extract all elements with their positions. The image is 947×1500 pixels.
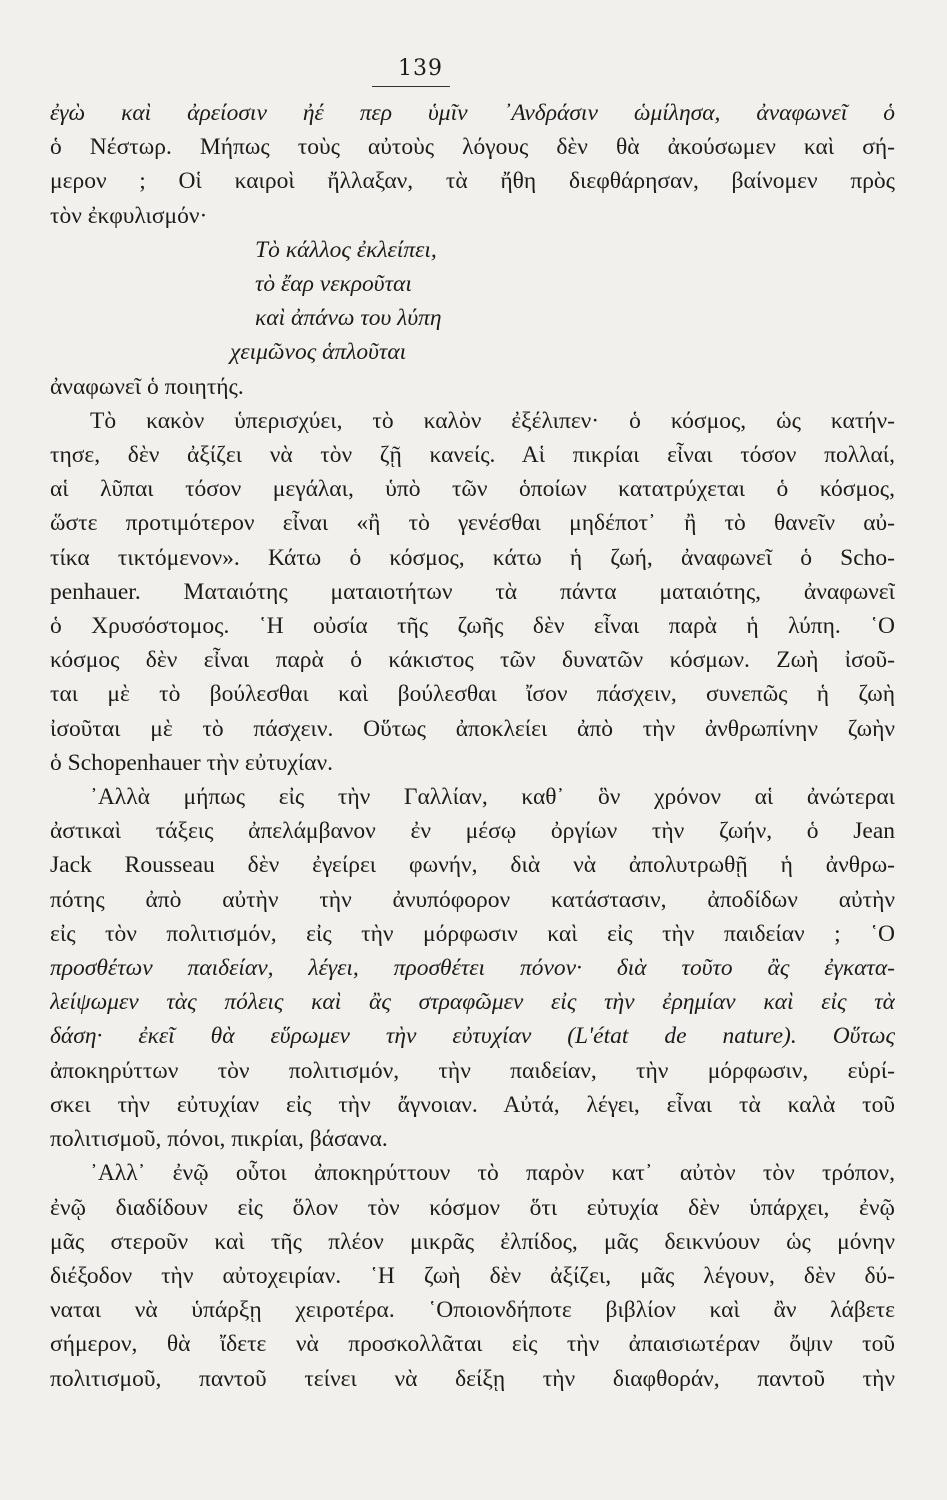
text-line: πότης ἀπὸ αὐτὴν τὴν ἀνυπόφορον κατάστασιν, ἀποδίδων αὐτὴν — [50, 886, 895, 913]
text-line: σκει τὴν εὐτυχίαν εἰς τὴν ἄγνοιαν. Αὐτά, λέγει, εἶναι τὰ καλὰ τοῦ — [50, 1091, 895, 1118]
text-line: τίκα τικτόμενον». Κάτω ὁ κόσμος, κάτω ἡ ζωή, ἀναφωνεῖ ὁ Scho- — [50, 544, 895, 571]
text-line: τὸν ἐκφυλισμόν· — [50, 202, 208, 229]
text-line: ᾿Αλλ᾿ ἐνῷ οὗτοι ἀποκηρύττουν τὸ παρὸν κατ᾿ αὐτὸν τὸν τρόπον, — [90, 1160, 895, 1187]
text-line: αἱ λῦπαι τόσον μεγάλαι, ὑπὸ τῶν ὁποίων κατατρύχεται ὁ κόσμος, — [50, 476, 895, 503]
text-line: ὁ Schopenhauer τὴν εὐτυχίαν. — [50, 749, 333, 776]
text-line: ὁ Νέστωρ. Μήπως τοὺς αὐτοὺς λόγους δὲν θὰ ἀκούσωμεν καὶ σή- — [50, 134, 895, 161]
text-line: ἐγὼ καὶ ἀρείοσιν ἠέ περ ὑμῖν ᾿Ανδράσιν ὡμίλησα, ἀναφωνεῖ ὁ — [50, 100, 895, 126]
text-line: ναται νὰ ὑπάρξῃ χειροτέρα. ῾Οποιονδήποτε βιβλίον καὶ ἂν λάβετε — [50, 1297, 895, 1324]
text-line: ἐνῷ διαδίδουν εἰς ὅλον τὸν κόσμον ὅτι εὐτυχία δὲν ὑπάρχει, ἐνῷ — [50, 1194, 895, 1221]
body-text — [50, 96, 895, 1396]
text-line: ἀποκηρύττων τὸν πολιτισμόν, τὴν παιδείαν, τὴν μόρφωσιν, εὑρί- — [50, 1057, 895, 1084]
verse-line: καὶ ἀπάνω του λύπη — [255, 305, 442, 332]
text-line: ὥστε προτιμότερον εἶναι «ἢ τὸ γενέσθαι μηδέποτ᾿ ἢ τὸ θανεῖν αὐ- — [50, 510, 895, 537]
text-line: εἰς τὸν πολιτισμόν, εἰς τὴν μόρφωσιν καὶ εἰς τὴν παιδείαν ; ῾Ο — [50, 920, 895, 947]
text-line: ὁ Χρυσόστομος. ῾Η οὐσία τῆς ζωῆς δὲν εἶναι παρὰ ἡ λύπη. ῾Ο — [50, 613, 895, 640]
text-line: Τὸ κακὸν ὑπερισχύει, τὸ καλὸν ἐξέλιπεν· ὁ κόσμος, ὡς κατήν- — [90, 407, 895, 434]
text-line: διέξοδον τὴν αὐτοχειρίαν. ῾Η ζωὴ δὲν ἀξίζει, μᾶς λέγουν, δὲν δύ- — [50, 1262, 895, 1289]
text-line: πολιτισμοῦ, παντοῦ τείνει νὰ δείξῃ τὴν διαφθοράν, παντοῦ τὴν — [50, 1365, 895, 1392]
text-line: κόσμος δὲν εἶναι παρὰ ὁ κάκιστος τῶν δυνατῶν κόσμων. Ζωὴ ἰσοῦ- — [50, 647, 895, 674]
verse-line: Τὸ κάλλος ἐκλείπει, — [255, 236, 437, 263]
text-line: ᾿Αλλὰ μήπως εἰς τὴν Γαλλίαν, καθ᾿ ὃν χρόνον αἱ ἀνώτεραι — [90, 784, 895, 811]
text-line: Jack Rousseau δὲν ἐγείρει φωνήν, διὰ νὰ ἀπολυτρωθῇ ἡ ἀνθρω- — [50, 852, 895, 879]
page-number: 139 — [398, 56, 443, 81]
text-line: μᾶς στεροῦν καὶ τῆς πλέον μικρᾶς ἐλπίδος, μᾶς δεικνύουν ὡς μόνην — [50, 1228, 895, 1255]
verse-line: χειμῶνος ἁπλοῦται — [230, 339, 407, 366]
text-line: σήμερον, θὰ ἴδετε νὰ προσκολλᾶται εἰς τὴν ἀπαισιωτέραν ὄψιν τοῦ — [50, 1331, 895, 1358]
verse-line: τὸ ἔαρ νεκροῦται — [255, 271, 412, 298]
text-line: ἀστικαὶ τάξεις ἀπελάμβανον ἐν μέσῳ ὀργίων τὴν ζωήν, ὁ Jean — [50, 818, 895, 845]
text-line: μερον ; Οἱ καιροὶ ἤλλαξαν, τὰ ἤθη διεφθάρησαν, βαίνομεν πρὸς — [50, 168, 895, 195]
text-line: προσθέτων παιδείαν, λέγει, προσθέτει πόνον· διὰ τοῦτο ἂς ἐγκατα- — [50, 955, 895, 982]
text-line: ἀναφωνεῖ ὁ ποιητής. — [50, 373, 244, 400]
page-number-rule — [372, 86, 450, 87]
text-line: τησε, δὲν ἀξίζει νὰ τὸν ζῇ κανείς. Αἱ πικρίαι εἶναι τόσον πολλαί, — [50, 442, 895, 469]
text-line: δάση· ἐκεῖ θὰ εὕρωμεν τὴν εὐτυχίαν (L'état de nature). Οὕτως — [50, 1023, 895, 1050]
text-line: ἰσοῦται μὲ τὸ πάσχειν. Οὕτως ἀποκλείει ἀπὸ τὴν ἀνθρωπίνην ζωὴν — [50, 715, 895, 742]
text-line: λείψωμεν τὰς πόλεις καὶ ἂς στραφῶμεν εἰς τὴν ἐρημίαν καὶ εἰς τὰ — [50, 989, 895, 1016]
text-line: penhauer. Ματαιότης ματαιοτήτων τὰ πάντα ματαιότης, ἀναφωνεῖ — [50, 578, 895, 605]
text-line: ται μὲ τὸ βούλεσθαι καὶ βούλεσθαι ἴσον πάσχειν, συνεπῶς ἡ ζωὴ — [50, 681, 895, 708]
text-line: πολιτισμοῦ, πόνοι, πικρίαι, βάσανα. — [50, 1126, 388, 1153]
